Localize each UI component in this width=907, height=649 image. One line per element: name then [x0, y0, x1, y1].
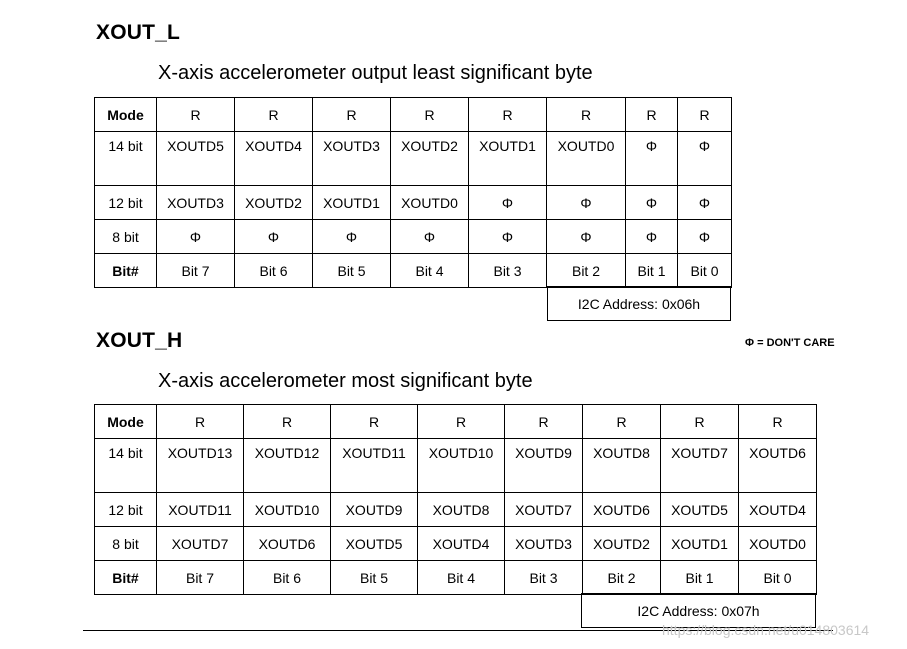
bit-cell: XOUTD11 — [331, 439, 418, 493]
bit-cell: Bit 6 — [244, 561, 331, 595]
row-header-cell: 14 bit — [95, 439, 157, 493]
bit-cell: Bit 2 — [583, 561, 661, 595]
xout-h-subtitle: X-axis accelerometer most significant byte — [158, 370, 533, 392]
bit-cell: Φ — [235, 220, 313, 254]
bit-cell: XOUTD6 — [244, 527, 331, 561]
bit-cell: XOUTD1 — [469, 132, 547, 186]
bit-cell: XOUTD3 — [313, 132, 391, 186]
dont-care-legend: Φ = DON'T CARE — [745, 337, 835, 349]
table-row — [95, 527, 817, 561]
bit-cell: XOUTD3 — [157, 186, 235, 220]
row-header-cell: Bit# — [95, 254, 157, 288]
table-row — [95, 254, 732, 288]
xout-h-i2c-address: I2C Address: 0x07h — [581, 593, 816, 628]
bit-cell: XOUTD2 — [583, 527, 661, 561]
bit-cell: XOUTD4 — [739, 493, 817, 527]
bit-cell: Φ — [547, 220, 626, 254]
table-row — [95, 493, 817, 527]
bit-cell: XOUTD7 — [505, 493, 583, 527]
bit-cell: XOUTD9 — [505, 439, 583, 493]
bit-cell: XOUTD1 — [313, 186, 391, 220]
bit-cell: R — [157, 405, 244, 439]
table-row — [95, 220, 732, 254]
bit-cell: Bit 4 — [418, 561, 505, 595]
bit-cell: Bit 4 — [391, 254, 469, 288]
bit-cell: XOUTD1 — [661, 527, 739, 561]
bit-cell: R — [157, 98, 235, 132]
bit-cell: Bit 0 — [678, 254, 732, 288]
table-row — [95, 405, 817, 439]
bit-cell: XOUTD12 — [244, 439, 331, 493]
table-row — [95, 186, 732, 220]
xout-h-title: XOUT_H — [96, 329, 183, 352]
bit-cell: Bit 1 — [626, 254, 678, 288]
bit-cell: Φ — [469, 220, 547, 254]
bit-cell: XOUTD0 — [391, 186, 469, 220]
bit-cell: XOUTD2 — [391, 132, 469, 186]
bit-cell: XOUTD4 — [235, 132, 313, 186]
row-header-cell: Bit# — [95, 561, 157, 595]
bit-cell: R — [626, 98, 678, 132]
xout-l-title: XOUT_L — [96, 21, 181, 44]
bit-cell: XOUTD5 — [331, 527, 418, 561]
bit-cell: R — [547, 98, 626, 132]
bit-cell: Bit 7 — [157, 254, 235, 288]
bit-cell: XOUTD0 — [547, 132, 626, 186]
bit-cell: Bit 5 — [313, 254, 391, 288]
bit-cell: R — [235, 98, 313, 132]
bit-cell: R — [244, 405, 331, 439]
bit-cell: Φ — [547, 186, 626, 220]
bit-cell: XOUTD2 — [235, 186, 313, 220]
bit-cell: Φ — [626, 186, 678, 220]
bit-cell: Φ — [678, 186, 732, 220]
xout-l-i2c-address: I2C Address: 0x06h — [547, 286, 731, 321]
bit-cell: XOUTD4 — [418, 527, 505, 561]
bit-cell: Bit 5 — [331, 561, 418, 595]
row-header-cell: 8 bit — [95, 527, 157, 561]
bit-cell: R — [391, 98, 469, 132]
bit-cell: XOUTD3 — [505, 527, 583, 561]
bit-cell: Bit 0 — [739, 561, 817, 595]
bit-cell: XOUTD11 — [157, 493, 244, 527]
bit-cell: Φ — [391, 220, 469, 254]
bit-cell: XOUTD6 — [583, 493, 661, 527]
bit-cell: Φ — [626, 132, 678, 186]
bit-cell: XOUTD5 — [661, 493, 739, 527]
bit-cell: XOUTD7 — [157, 527, 244, 561]
bit-cell: Bit 6 — [235, 254, 313, 288]
table-row — [95, 561, 817, 595]
bit-cell: XOUTD8 — [583, 439, 661, 493]
bit-cell: R — [661, 405, 739, 439]
watermark: https://blog.csdn.net/u014803614 — [662, 622, 870, 638]
xout-l-subtitle: X-axis accelerometer output least significant byte — [158, 62, 593, 84]
bit-cell: Φ — [678, 132, 732, 186]
bit-cell: R — [418, 405, 505, 439]
bit-cell: Bit 3 — [505, 561, 583, 595]
bit-cell: Bit 7 — [157, 561, 244, 595]
bit-cell: XOUTD8 — [418, 493, 505, 527]
bit-cell: Φ — [157, 220, 235, 254]
row-header-cell: 12 bit — [95, 493, 157, 527]
bit-cell: Bit 3 — [469, 254, 547, 288]
bit-cell: R — [739, 405, 817, 439]
bit-cell: R — [313, 98, 391, 132]
bit-cell: XOUTD10 — [418, 439, 505, 493]
xout-h-register-table — [94, 404, 817, 595]
table-row — [95, 132, 732, 186]
bit-cell: R — [331, 405, 418, 439]
row-header-cell: Mode — [95, 98, 157, 132]
bit-cell: Φ — [678, 220, 732, 254]
bit-cell: XOUTD6 — [739, 439, 817, 493]
bit-cell: Φ — [469, 186, 547, 220]
bit-cell: XOUTD0 — [739, 527, 817, 561]
bit-cell: XOUTD13 — [157, 439, 244, 493]
row-header-cell: Mode — [95, 405, 157, 439]
bit-cell: XOUTD10 — [244, 493, 331, 527]
row-header-cell: 12 bit — [95, 186, 157, 220]
bit-cell: XOUTD9 — [331, 493, 418, 527]
table-row — [95, 98, 732, 132]
row-header-cell: 14 bit — [95, 132, 157, 186]
bit-cell: XOUTD7 — [661, 439, 739, 493]
bit-cell: R — [583, 405, 661, 439]
xout-l-register-table — [94, 97, 732, 288]
bit-cell: Φ — [313, 220, 391, 254]
bit-cell: Φ — [626, 220, 678, 254]
row-header-cell: 8 bit — [95, 220, 157, 254]
bit-cell: Bit 1 — [661, 561, 739, 595]
bit-cell: R — [505, 405, 583, 439]
bit-cell: XOUTD5 — [157, 132, 235, 186]
bit-cell: Bit 2 — [547, 254, 626, 288]
bit-cell: R — [469, 98, 547, 132]
bit-cell: R — [678, 98, 732, 132]
table-row — [95, 439, 817, 493]
